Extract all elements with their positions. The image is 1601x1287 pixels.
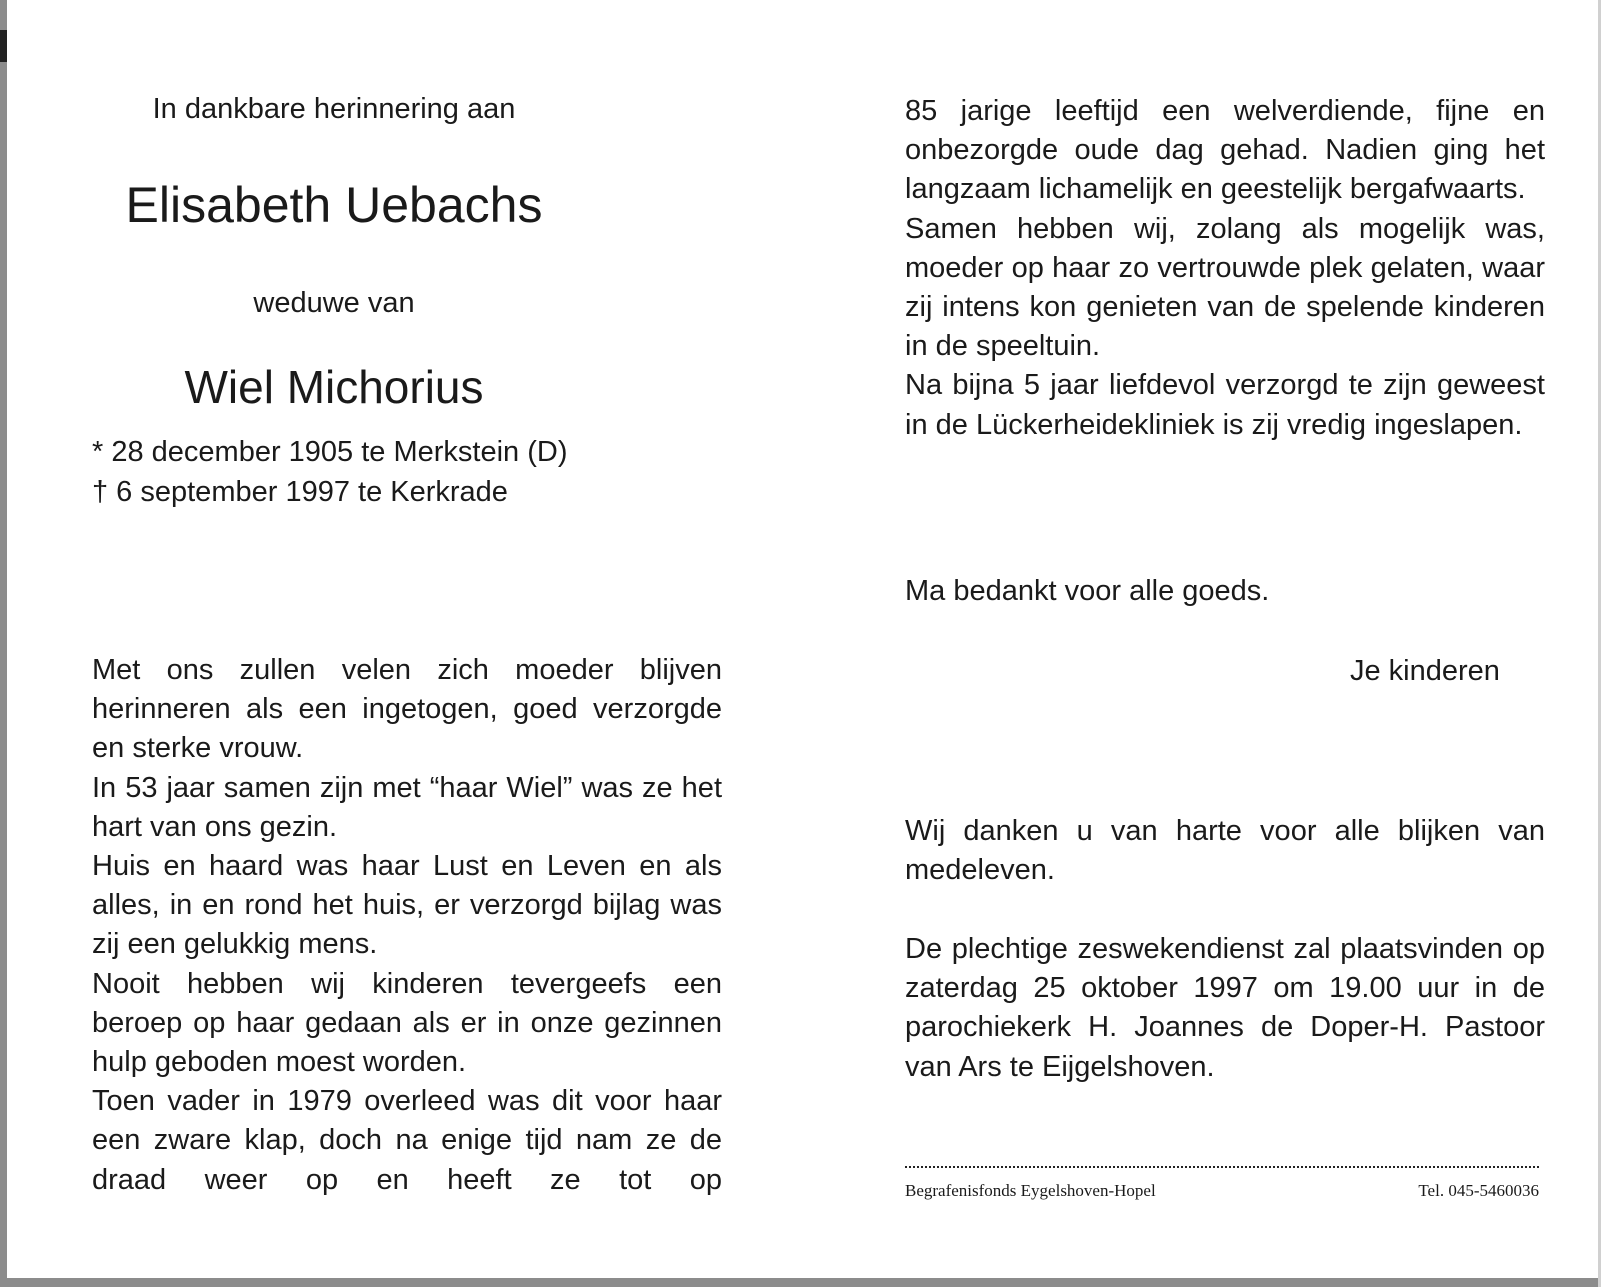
scan-edge-bottom [0, 1278, 1601, 1287]
service-text: De plechtige zeswekendienst zal plaatsvinden op zaterdag 25 oktober 1997 om 19.00 uur in de parochiekerk H. Joannes de Doper-H. Pastoor van Ars te Eijgelshoven. [905, 933, 1545, 1083]
scan-edge-left [0, 0, 7, 1287]
footer-divider [905, 1166, 1539, 1168]
left-column-text [92, 651, 722, 1200]
left-paragraph-1: Met ons zullen velen zich moeder blijven herinneren als een ingetogen, goed verzorgde en sterke vrouw. [92, 654, 722, 765]
spouse-name: Wiel Michorius [184, 361, 484, 413]
thanks-paragraph [905, 812, 1545, 890]
thanks-text: Wij danken u van harte voor alle blijken van medeleven. [905, 815, 1545, 887]
left-paragraph-4: Nooit hebben wij kinderen tevergeefs een beroep op haar gedaan als er in onze gezinnen hulp geboden moest worden. [92, 967, 722, 1079]
footer-phone: Tel. 045-5460036 [1418, 1181, 1539, 1200]
right-paragraph-3: Na bijna 5 jaar liefdevol verzorgd te zijn geweest in de Lückerheidekliniek is zij vredig ingeslapen. [905, 369, 1545, 441]
left-paragraph-5: Toen vader in 1979 overleed was dit voor haar een zware klap, doch na enige tijd nam ze de draad weer op en heeft ze tot op [92, 1085, 722, 1196]
footer-company: Begrafenisfonds Eygelshoven-Hopel [905, 1181, 1156, 1200]
life-dates [92, 432, 732, 512]
scan-mark [0, 30, 7, 62]
left-paragraph-3: Huis en haard was haar Lust en Leven en als alles, in en rond het huis, er verzorgd bijlag was zij een gelukkig mens. [92, 850, 722, 961]
birth-line: * 28 december 1905 te Merkstein (D) [92, 436, 568, 468]
service-paragraph [905, 930, 1545, 1087]
farewell-line: Ma bedankt voor alle goeds. [905, 575, 1270, 607]
right-paragraph-2: Samen hebben wij, zolang als mogelijk was, moeder op haar zo vertrouwde plek gelaten, waar zij intens kon genieten van de spelende kinderen in de speeltuin. [905, 212, 1545, 363]
left-column-heading [92, 90, 732, 512]
relation-line: weduwe van [253, 287, 415, 319]
right-paragraph-1: 85 jarige leeftijd een welverdiende, fijne en onbezorgde oude dag gehad. Nadien ging het langzaam lichamelijk en geestelijk bergafwaarts. [905, 95, 1545, 206]
footer [905, 1180, 1539, 1202]
left-paragraph-2: In 53 jaar samen zijn met “haar Wiel” was ze het hart van ons gezin. [92, 771, 722, 843]
death-line: † 6 september 1997 te Kerkrade [92, 476, 508, 508]
right-column-text [905, 92, 1545, 445]
intro-line: In dankbare herinnering aan [152, 93, 516, 125]
memorial-heading [14, 90, 654, 416]
signature: Je kinderen [1350, 655, 1500, 687]
deceased-name: Elisabeth Uebachs [125, 177, 543, 233]
